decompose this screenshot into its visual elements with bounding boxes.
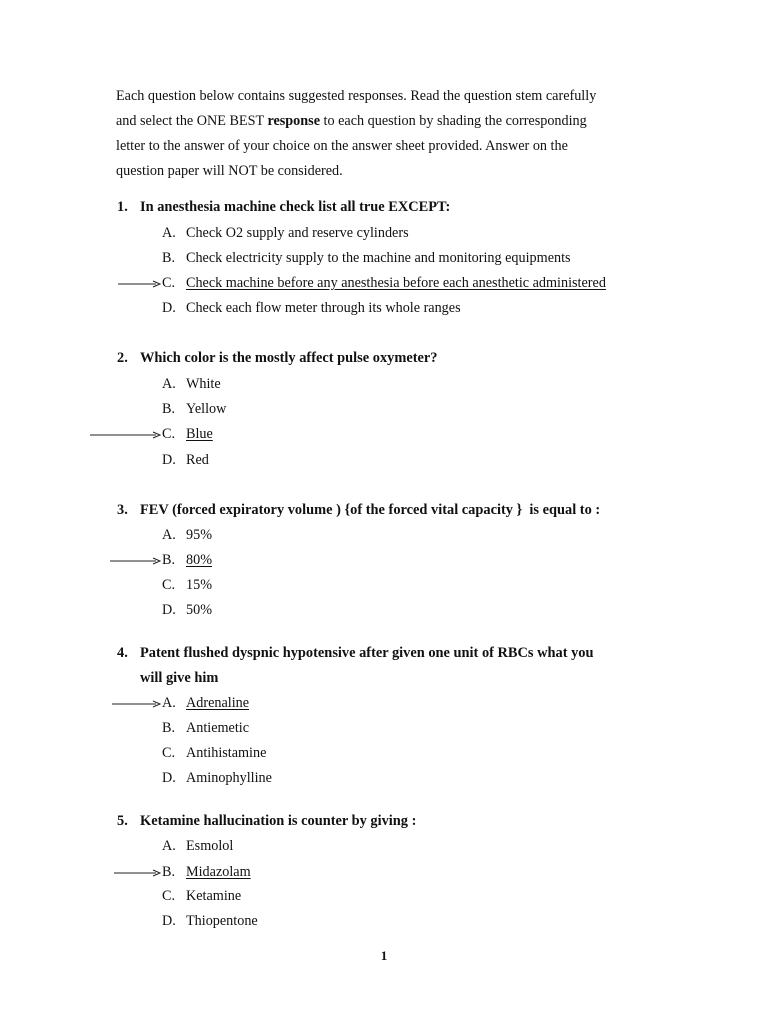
question-text: Which color is the mostly affect pulse oxymeter? bbox=[140, 350, 438, 366]
question-number: 4. bbox=[117, 645, 128, 661]
option-text: Esmolol bbox=[186, 838, 234, 854]
page-number: 1 bbox=[380, 948, 388, 963]
instructions-line-3: letter to the answer of your choice on the answer sheet provided. Answer on the bbox=[116, 138, 568, 154]
option-letter: C. bbox=[162, 745, 176, 761]
option-letter: C. bbox=[162, 577, 176, 593]
question-text-continued: will give him bbox=[140, 670, 219, 686]
option-letter: D. bbox=[162, 300, 176, 316]
option-text: Check each flow meter through its whole ranges bbox=[186, 300, 461, 316]
option-letter: D. bbox=[162, 913, 176, 929]
option-text: Thiopentone bbox=[186, 913, 258, 929]
answer-arrow-icon bbox=[118, 280, 162, 290]
option-letter: A. bbox=[162, 838, 176, 854]
instructions-line-2-post: to each question by shading the corresponding bbox=[320, 113, 587, 129]
question-number: 1. bbox=[117, 199, 128, 215]
option-text: Yellow bbox=[186, 401, 227, 417]
answer-arrow-icon bbox=[90, 431, 162, 441]
question-text: Ketamine hallucination is counter by giving : bbox=[140, 813, 417, 829]
option-text: Aminophylline bbox=[186, 770, 272, 786]
option-text: Antihistamine bbox=[186, 745, 267, 761]
question-text: Patent flushed dyspnic hypotensive after given one unit of RBCs what you bbox=[140, 645, 594, 661]
option-text: Check machine before any anesthesia before each anesthetic administered bbox=[186, 275, 606, 291]
option-text: Midazolam bbox=[186, 864, 251, 880]
question-text: In anesthesia machine check list all true EXCEPT: bbox=[140, 199, 451, 215]
option-text: Blue bbox=[186, 426, 213, 442]
option-text: Check electricity supply to the machine and monitoring equipments bbox=[186, 250, 571, 266]
option-letter: C. bbox=[162, 275, 176, 291]
answer-arrow-icon bbox=[110, 557, 162, 567]
question-number: 5. bbox=[117, 813, 128, 829]
option-text: 50% bbox=[186, 602, 213, 618]
option-letter: D. bbox=[162, 770, 176, 786]
instructions-line-2-bold: response bbox=[267, 113, 320, 129]
option-text: Check O2 supply and reserve cylinders bbox=[186, 225, 409, 241]
instructions-line-2 bbox=[116, 109, 656, 134]
option-text: Ketamine bbox=[186, 888, 242, 904]
instructions-line-4: question paper will NOT be considered. bbox=[116, 163, 343, 179]
option-text: Adrenaline bbox=[186, 695, 250, 711]
question-text: FEV (forced expiratory volume ) {of the forced vital capacity } is equal to : bbox=[140, 502, 601, 518]
option-letter: C. bbox=[162, 888, 176, 904]
option-text: Antiemetic bbox=[186, 720, 250, 736]
option-letter: D. bbox=[162, 602, 176, 618]
option-letter: A. bbox=[162, 225, 176, 241]
option-letter: B. bbox=[162, 552, 176, 568]
option-letter: B. bbox=[162, 250, 176, 266]
question-number: 3. bbox=[117, 502, 128, 518]
instructions bbox=[116, 84, 656, 184]
option-text: White bbox=[186, 376, 221, 392]
option-letter: B. bbox=[162, 720, 176, 736]
instructions-line-1: Each question below contains suggested responses. Read the question stem carefully bbox=[116, 88, 597, 104]
option-letter: A. bbox=[162, 527, 176, 543]
option-letter: B. bbox=[162, 401, 176, 417]
option-letter: C. bbox=[162, 426, 176, 442]
option-letter: A. bbox=[162, 695, 176, 711]
option-text: 80% bbox=[186, 552, 213, 568]
option-letter: B. bbox=[162, 864, 176, 880]
option-text: 15% bbox=[186, 577, 213, 593]
answer-arrow-icon bbox=[114, 869, 162, 879]
option-letter: A. bbox=[162, 376, 176, 392]
option-letter: D. bbox=[162, 452, 176, 468]
answer-arrow-icon bbox=[112, 700, 162, 710]
option-text: Red bbox=[186, 452, 209, 468]
question-number: 2. bbox=[117, 350, 128, 366]
instructions-line-2-pre: and select the ONE BEST bbox=[116, 113, 268, 129]
option-text: 95% bbox=[186, 527, 213, 543]
